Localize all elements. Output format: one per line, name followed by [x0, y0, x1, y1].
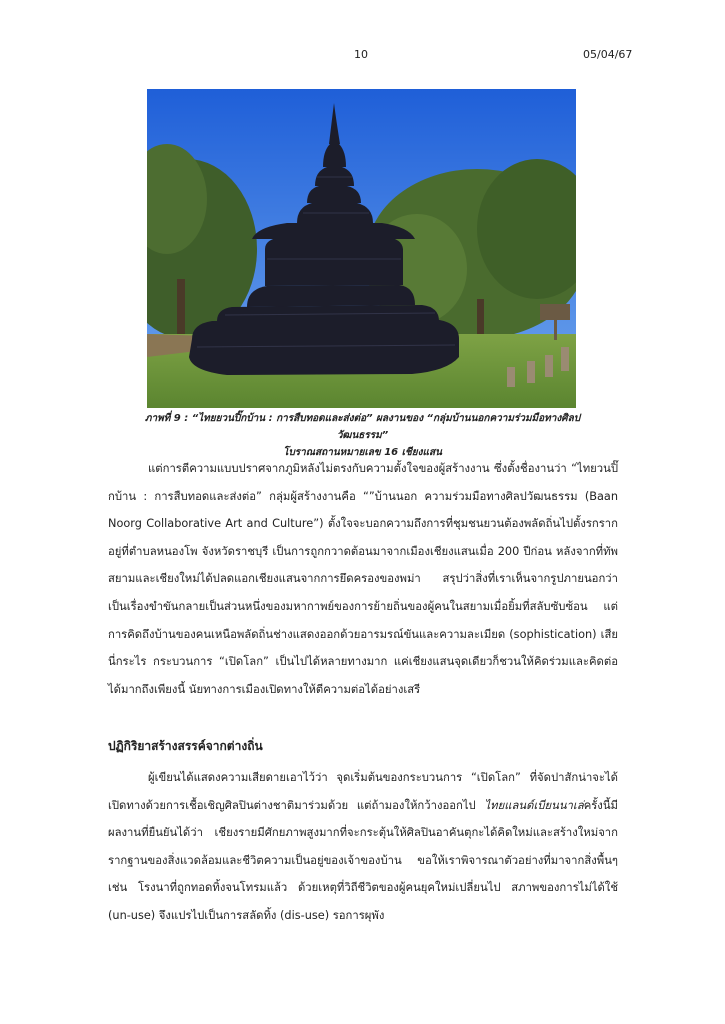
- caption-line-1: ภาพที่ 9 : “ไทยยวนปิ๊กบ้าน : การสืบทอดและส่งต่อ” ผลงานของ “กลุ่มบ้านนอกความร่วมมือทางศิลปวัฒนธรรม”: [144, 413, 581, 441]
- paragraph-part-1: ผู้เขียนได้แสดงความเสียดายเอาไว้ว่า จุดเริ่มต้นของกระบวนการ “เปิดโลก” ที่จัดปาสักน่าจะได้เปิดทางด้วยการเชื้อเชิญศิลปินต่างชาติมาร่วมด้วย แต่ถ้ามองให้กว้างออกไป: [108, 771, 618, 812]
- body-paragraph-2: [108, 764, 618, 930]
- page-number: 10: [354, 48, 368, 61]
- paragraph-part-2: ครั้งนี้มีผลงานที่ยืนยันได้ว่า เชียงรายมีศักยภาพสูงมากที่จะกระตุ้นให้ศิลปินอาคันตุกะได้คิดใหม่และสร้างใหม่จากรากฐานของสิ่งแวดล้อมและชีวิตความเป็นอยู่ของเจ้าของบ้าน ขอให้เราพิจารณาตัวอย่างที่มาจากสิ่งพื้นๆ เช่น โรงนาที่ถูกทอดทิ้งจนโทรมแล้ว ด้วยเหตุที่วิถีชีวิตของผู้คนยุคใหม่เปลี่ยนไป สภาพของการไม่ได้ใช้ (un-use) จึงแปรไปเป็นการสลัดทิ้ง (dis-use) รอการผุพัง: [108, 798, 618, 922]
- page-date: 05/04/67: [583, 48, 633, 61]
- stupa-photo: [147, 89, 576, 408]
- italic-title: ไทยแลนด์เบียนนาเล่: [484, 798, 584, 812]
- caption-line-2: โบราณสถานหมายเลข 16 เชียงแสน: [283, 447, 442, 458]
- paragraph-text: [108, 764, 618, 930]
- figure-caption: [120, 410, 605, 461]
- section-heading: ปฏิกิริยาสร้างสรรค์จากต่างถิ่น: [108, 739, 263, 753]
- body-paragraph-1: [108, 455, 618, 703]
- paragraph-text: แต่การตีความแบบปราศจากภูมิหลังไม่ตรงกับความตั้งใจของผู้สร้างงาน ซึ่งตั้งชื่องานว่า “ไทยวนปิ๊กบ้าน : การสืบทอดและส่งต่อ” กลุ่มผู้สร้างงานคือ “”บ้านนอก ความร่วมมือทางศิลปวัฒนธรรม (Baan Noorg Collaborative Art and Culture”) ตั้งใจจะบอกความถึงการที่ชุมชนยวนต้องพลัดถิ่นไปตั้งรกรากอยู่ที่ตำบลหนองโพ จังหวัดราชบุรี เป็นการถูกกวาดต้อนมาจากเมืองเชียงแสนเมื่อ 200 ปีก่อน หลังจากที่ทัพสยามและเชียงใหม่ได้ปลดแอกเชียงแสนจากการยึดครองของพม่า สรุปว่าสิ่งที่เราเห็นจากรูปภายนอกว่าเป็นเรื่องขำขันกลายเป็นส่วนหนึ่งของมหากาพย์ของการย้ายถิ่นของผู้คนในสยามเมื่อยิ้มที่สลับซับซ้อน แต่การคิดถึงบ้านของคนเหนือพลัดถิ่นช่างแสดงออกด้วยอารมรณ์ขันและความละเมียด (sophistication) เสียนี่กระไร กระบวนการ “เปิดโลก” เป็นไปได้หลายทางมาก แค่เชียงแสนจุดเดียวก็ชวนให้คิดร่วมและคิดต่อได้มากถึงเพียงนี้ นัยทางการเมืองเปิดทางให้ตีความต่อได้อย่างเสรี: [108, 462, 618, 696]
